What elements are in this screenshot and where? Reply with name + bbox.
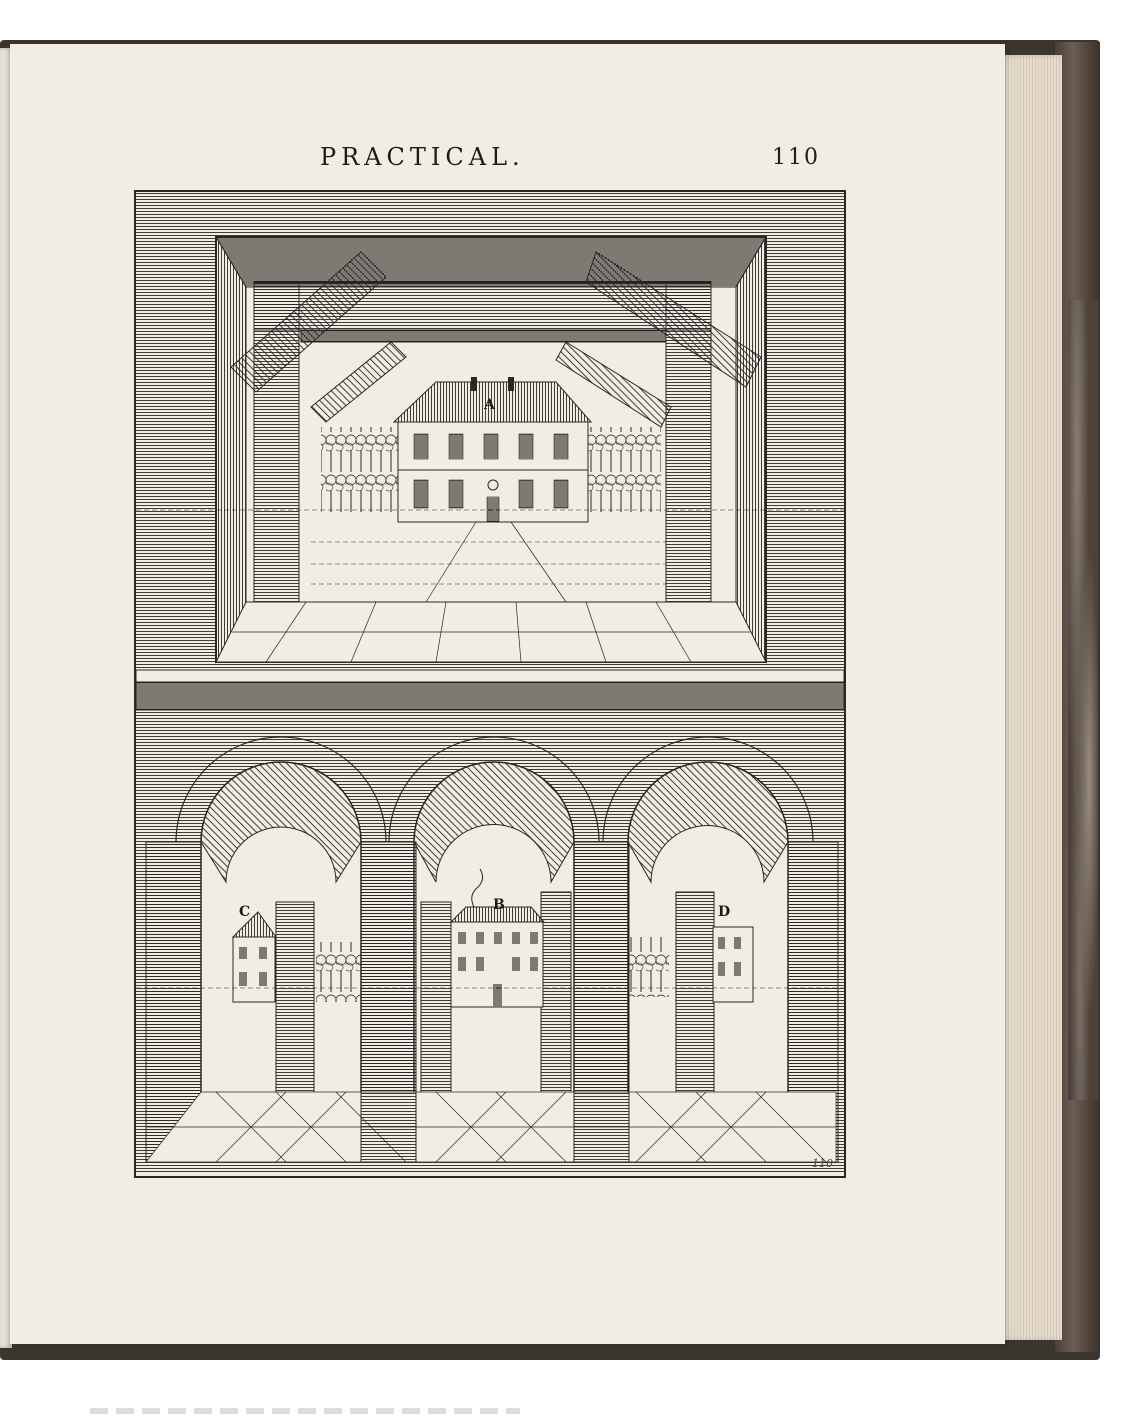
running-head: PRACTICAL. bbox=[320, 143, 525, 171]
engraving-plate bbox=[134, 190, 846, 1178]
marbled-board bbox=[1068, 300, 1098, 1100]
figure-label-c: C bbox=[239, 904, 251, 920]
engraving-illustration bbox=[136, 192, 844, 1176]
upper-figure bbox=[136, 192, 844, 672]
figure-label-b: B bbox=[493, 897, 505, 913]
page-edges bbox=[1000, 55, 1062, 1340]
lower-figure bbox=[136, 710, 844, 1174]
figure-label-a: A bbox=[484, 397, 495, 413]
page-number: 110 bbox=[772, 145, 820, 170]
plate-number: 110 bbox=[812, 1157, 833, 1170]
figure-label-d: D bbox=[718, 904, 731, 920]
offset-text-ghost bbox=[90, 1408, 520, 1414]
